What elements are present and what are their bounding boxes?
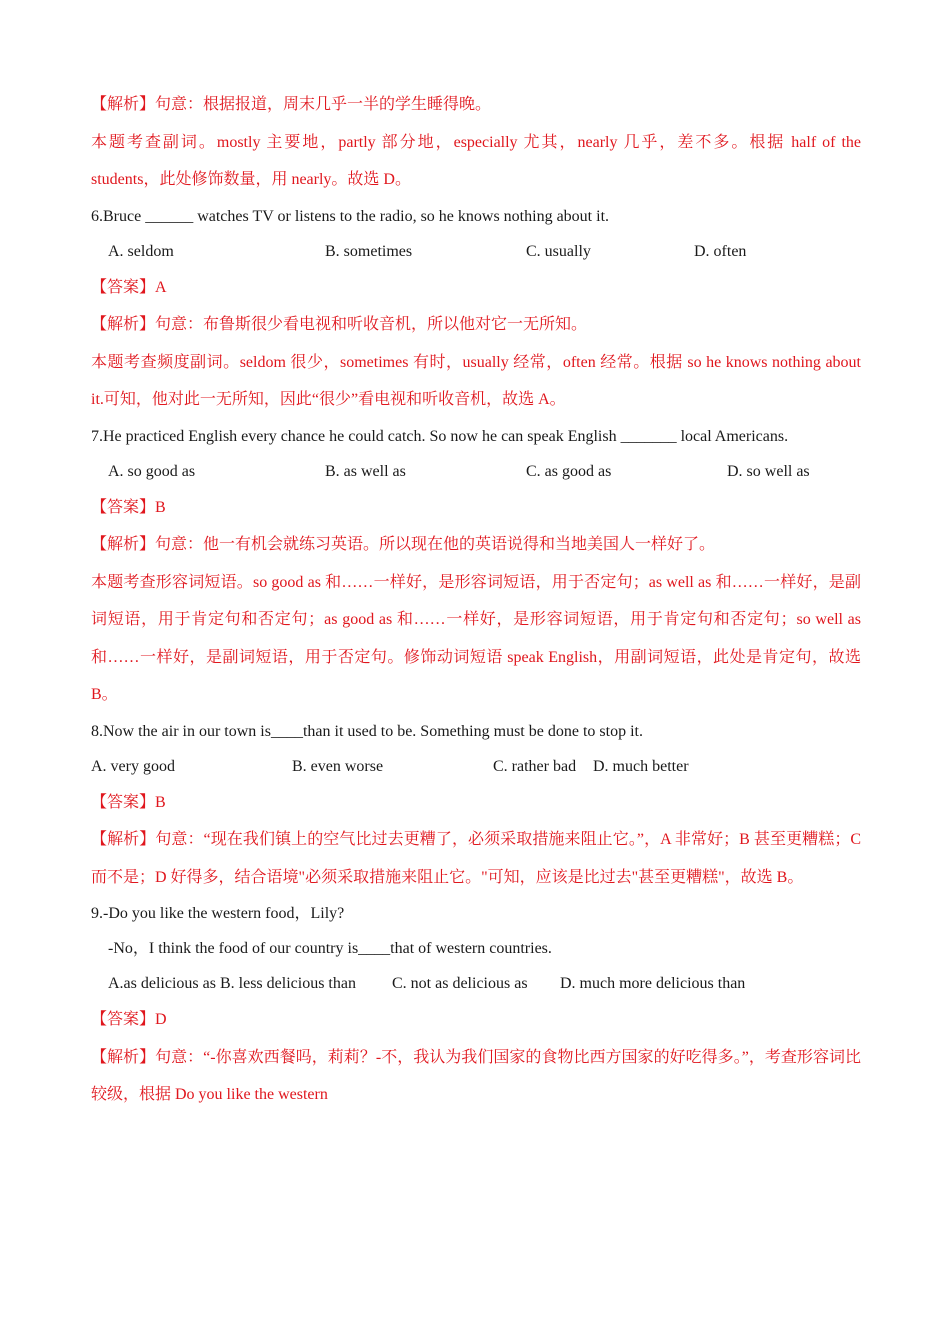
explanation-7-detail: 本题考查形容词短语。so good as 和……一样好，是形容词短语，用于否定句；as well as 和……一样好，是副词短语，用于肯定句和否定句；as good as 和……一样好，是形容词短语，用于肯定句和否定句；so well as 和……一样好，是副词短语，用于否定句。修饰动词短语 speak English，用副词短语，此处是肯定句，故选 B。 bbox=[91, 573, 861, 703]
option-c: C. as good as bbox=[526, 462, 612, 480]
option-b: B. sometimes bbox=[325, 242, 413, 260]
question-6: 6.Bruce ______ watches TV or listens to the radio, so he knows nothing about it. bbox=[91, 207, 610, 225]
explanation-5-detail: 本题考查副词。mostly 主要地，partly 部分地，especially 尤其，nearly 几乎，差不多。根据 half of the students，此处修饰数量，用 nearly。故选 D。 bbox=[91, 133, 861, 188]
option-d: D. so well as bbox=[727, 462, 810, 480]
explanation-9: 【解析】句意：“-你喜欢西餐吗，莉莉？-不，我认为我们国家的食物比西方国家的好吃得多。”，考查形容词比较级，根据 Do you like the western bbox=[91, 1048, 861, 1103]
option-d: D. much better bbox=[593, 757, 689, 775]
option-c: C. rather bad bbox=[493, 757, 577, 775]
question-6-options bbox=[91, 234, 861, 269]
option-a: A. seldom bbox=[108, 242, 174, 260]
option-b: B. even worse bbox=[292, 757, 384, 775]
explanation-7-meaning: 【解析】句意：他一有机会就练习英语。所以现在他的英语说得和当地美国人一样好了。 bbox=[91, 536, 716, 553]
question-8-options bbox=[91, 749, 861, 784]
option-c: C. not as delicious as bbox=[392, 975, 528, 992]
explanation-8: 【解析】句意：“现在我们镇上的空气比过去更糟了，必须采取措施来阻止它。”，A 非常好；B 甚至更糟糕；C 而不是；D 好得多，结合语境"必须采取措施来阻止它。"可知，应该是比过去"甚至更糟糕"，故选 B。 bbox=[91, 831, 861, 886]
explanation-6-detail: 本题考查频度副词。seldom 很少，sometimes 有时，usually 经常，often 经常。根据 so he knows nothing about it.可知，他对此一无所知，因此“很少”看电视和听收音机，故选 A。 bbox=[91, 353, 861, 408]
answer-7: 【答案】B bbox=[91, 498, 166, 516]
question-9-reply: -No，I think the food of our country is____that of western countries. bbox=[108, 940, 552, 957]
option-d: D. much more delicious than bbox=[560, 975, 746, 992]
option-a: A. so good as bbox=[108, 462, 196, 480]
option-a: A. very good bbox=[91, 757, 175, 775]
question-8: 8.Now the air in our town is____than it used to be. Something must be done to stop it. bbox=[91, 722, 643, 740]
explanation-5-meaning: 【解析】句意：根据报道，周末几乎一半的学生睡得晚。 bbox=[91, 96, 492, 113]
option-a-b: A.as delicious as B. less delicious than bbox=[108, 975, 356, 992]
question-9-options bbox=[91, 966, 861, 1001]
option-d: D. often bbox=[694, 242, 747, 260]
answer-9: 【答案】D bbox=[91, 1011, 167, 1028]
question-7: 7.He practiced English every chance he could catch. So now he can speak English _______ local Americans. bbox=[91, 427, 789, 445]
document-page bbox=[91, 86, 861, 1114]
answer-6: 【答案】A bbox=[91, 278, 167, 296]
question-7-options bbox=[91, 454, 861, 489]
explanation-6-meaning: 【解析】句意：布鲁斯很少看电视和听收音机，所以他对它一无所知。 bbox=[91, 316, 588, 333]
answer-8: 【答案】B bbox=[91, 793, 166, 811]
option-c: C. usually bbox=[526, 242, 591, 260]
question-9: 9.-Do you like the western food，Lily? bbox=[91, 905, 345, 922]
option-b: B. as well as bbox=[325, 462, 406, 480]
